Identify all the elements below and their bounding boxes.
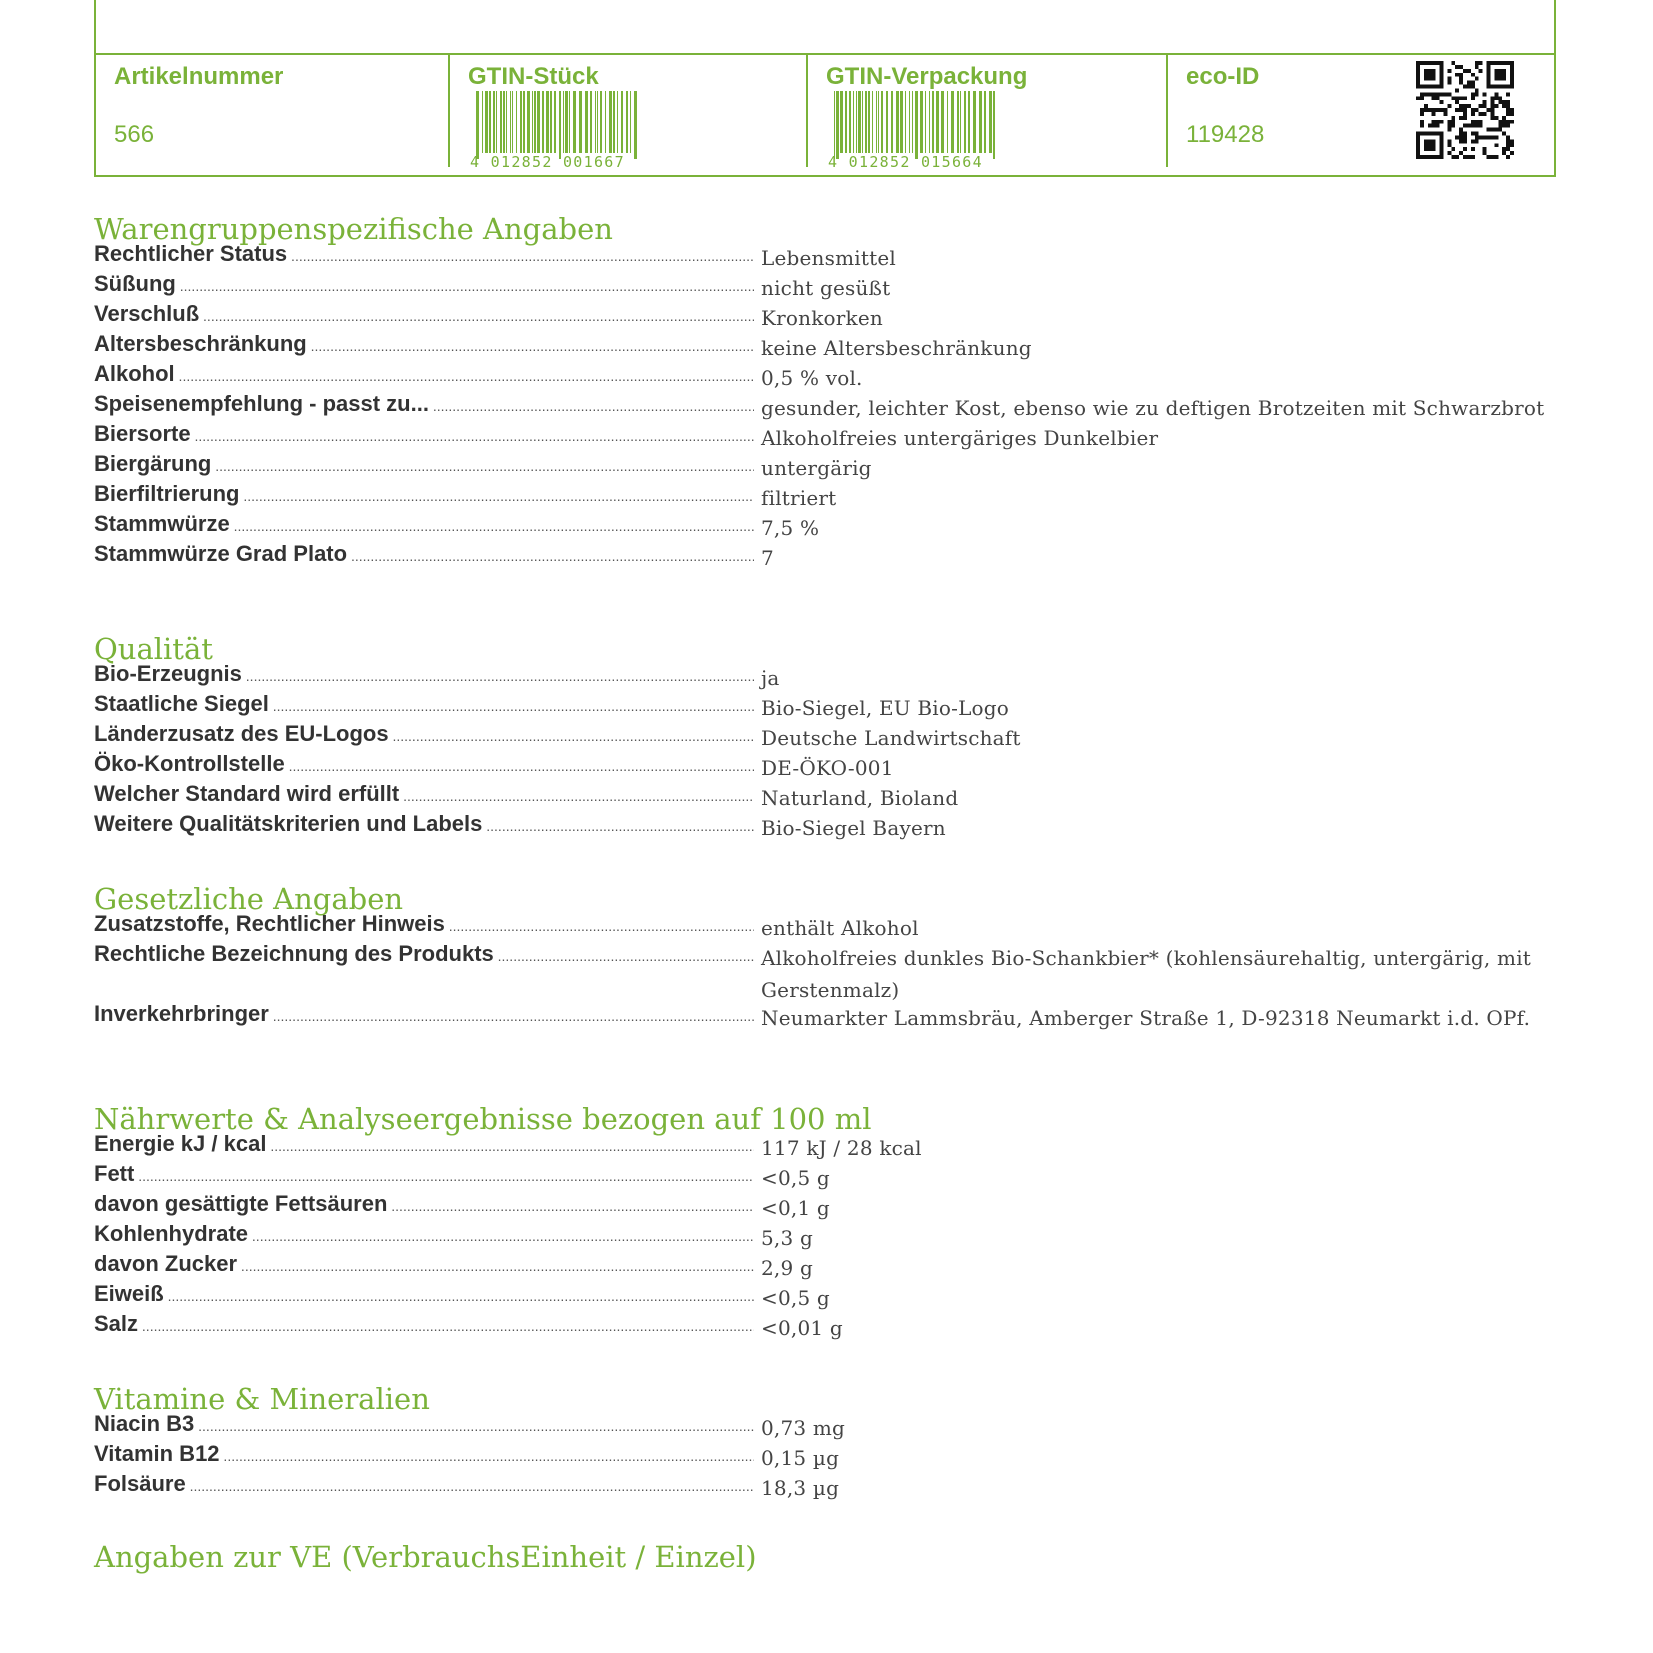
barcode-bar [941, 91, 944, 153]
barcode-bar [840, 91, 843, 153]
spec-label: Inverkehrbringer ..... [94, 999, 754, 1031]
barcode-bar [993, 91, 995, 159]
section-title: Warengruppenspezifische Angaben [94, 212, 613, 246]
barcode-bar [563, 91, 564, 153]
barcode-bar [868, 91, 870, 153]
barcode-bar [891, 91, 893, 153]
barcode-bar [506, 91, 507, 153]
spec-value: 117 kJ / 28 kcal [761, 1136, 922, 1160]
barcode-bar [493, 91, 495, 153]
barcode-bar [872, 91, 873, 153]
spec-value: 0,5 % vol. [761, 366, 863, 390]
spec-label: Biersorte ..... [94, 419, 754, 451]
spec-label: Alkohol ..... [94, 359, 754, 391]
spec-value: Alkoholfreies dunkles Bio-Schankbier* (kohlensäurehaltig, untergärig, mit Gerstenmalz) [761, 946, 1532, 1002]
eco-id-label: eco-ID [1186, 63, 1260, 90]
section-title: Nährwerte & Analyseergebnisse bezogen auf 100 ml [94, 1102, 872, 1136]
barcode-bar [836, 91, 839, 159]
barcode-bar [585, 91, 588, 153]
spec-value: <0,5 g [761, 1286, 830, 1310]
spec-label: Salz ..... [94, 1309, 754, 1341]
artikelnummer-label: Artikelnummer [114, 63, 284, 90]
spec-label: Stammwürze ..... [94, 509, 754, 541]
spec-value: 2,9 g [761, 1256, 813, 1280]
spec-value: <0,01 g [761, 1316, 843, 1340]
spec-value: Lebensmittel [761, 246, 896, 270]
barcode-bar [609, 91, 612, 153]
spec-value: 18,3 µg [761, 1476, 840, 1500]
spec-label: Staatliche Siegel ..... [94, 689, 754, 721]
spec-value: untergärig [761, 456, 872, 480]
spec-label: Stammwürze Grad Plato ..... [94, 539, 754, 571]
spec-label: davon gesättigte Fettsäuren ..... [94, 1189, 754, 1221]
barcode-bar [617, 91, 618, 153]
barcode-bar [537, 91, 540, 153]
barcode-bar [845, 91, 847, 153]
barcode-bar [482, 91, 483, 153]
barcode-bar [516, 91, 517, 153]
barcode-bar [626, 91, 628, 153]
spec-label: Eiweiß ..... [94, 1279, 754, 1311]
barcode-bar [496, 91, 497, 153]
barcode-bar [862, 91, 863, 153]
barcode-bar [520, 91, 522, 153]
spec-value: Bio-Siegel, EU Bio-Logo [761, 696, 1010, 720]
spec-label: Fett ..... [94, 1159, 754, 1191]
spec-label: Welcher Standard wird erfüllt ..... [94, 779, 754, 811]
gtin-stueck-cell [450, 55, 806, 173]
spec-value: 0,73 mg [761, 1416, 846, 1440]
spec-label: Bio-Erzeugnis ..... [94, 659, 754, 691]
barcode-bar [573, 91, 576, 153]
qr-code-icon [1416, 61, 1514, 159]
barcode-bar [512, 91, 513, 153]
barcode-bar [597, 91, 598, 153]
barcode-bar [881, 91, 883, 153]
section-title: Angaben zur VE (VerbrauchsEinheit / Einzel) [94, 1540, 757, 1574]
spec-label: Energie kJ / kcal ..... [94, 1129, 754, 1161]
barcode-bar [853, 91, 854, 153]
gtin-stueck-barcode [468, 89, 648, 169]
spec-label: Folsäure ..... [94, 1469, 754, 1501]
barcode-bar [590, 91, 592, 153]
artikelnummer-value: 566 [114, 121, 155, 148]
spec-label: Speisenempfehlung - passt zu... ..... [94, 389, 754, 421]
eco-id-value: 119428 [1186, 121, 1265, 148]
barcode-bar [621, 91, 623, 153]
barcode-bar [500, 91, 502, 153]
barcode-bar [964, 91, 966, 153]
spec-label: Kohlenhydrate ..... [94, 1219, 754, 1251]
spec-value: Bio-Siegel Bayern [761, 816, 946, 840]
barcode-bar [905, 91, 906, 153]
spec-value: ja [761, 666, 780, 690]
spec-value: Kronkorken [761, 306, 883, 330]
barcode-bar [600, 91, 602, 153]
barcode-bar [565, 91, 568, 153]
barcode-bar [503, 91, 505, 153]
spec-value: filtriert [761, 486, 837, 510]
spec-label: Süßung ..... [94, 269, 754, 301]
barcode-bar [554, 91, 556, 153]
spec-value: 5,3 g [761, 1226, 813, 1250]
barcode-bar [579, 91, 582, 153]
barcode-bar [858, 91, 861, 153]
product-id-row [96, 53, 1554, 179]
spec-value: Neumarkter Lammsbräu, Amberger Straße 1, D-92318 Neumarkt i.d. OPf. [761, 1006, 1531, 1030]
barcode-bar [925, 91, 926, 153]
barcode-bar [527, 91, 530, 153]
barcode-bar [605, 91, 606, 153]
barcode-bar [968, 91, 970, 153]
gtin-verpackung-label: GTIN-Verpackung [826, 63, 1028, 90]
gtin-verpackung-barcode [826, 89, 1006, 169]
spec-value: <0,5 g [761, 1166, 830, 1190]
spec-label: Verschluß ..... [94, 299, 754, 331]
barcode-bar [973, 91, 976, 153]
spec-value: enthält Alkohol [761, 916, 919, 940]
spec-value: <0,1 g [761, 1196, 830, 1220]
barcode-bar [849, 91, 851, 153]
spec-value: keine Altersbeschränkung [761, 336, 1032, 360]
spec-label: Bierfiltrierung ..... [94, 479, 754, 511]
barcode-bar [979, 91, 982, 153]
barcode-bar [947, 91, 948, 153]
barcode-bar [856, 91, 857, 153]
barcode-bar [534, 91, 536, 153]
spec-label: Altersbeschränkung ..... [94, 329, 754, 361]
spec-value: Alkoholfreies untergäriges Dunkelbier [761, 426, 1159, 450]
spec-label: Biergärung ..... [94, 449, 754, 481]
barcode-bar [886, 91, 888, 153]
barcode-bar [559, 91, 561, 159]
barcode-bar [546, 91, 549, 153]
gtin-verpackung-cell [808, 55, 1166, 173]
spec-label: davon Zucker ..... [94, 1249, 754, 1281]
barcode-bar [510, 91, 511, 153]
product-header-box [94, 0, 1556, 177]
barcode-bar [989, 91, 992, 153]
section-title: Qualität [94, 632, 213, 666]
barcode-bar [984, 91, 986, 153]
spec-label: Weitere Qualitätskriterien und Labels ..... [94, 809, 754, 841]
barcode-bar [595, 91, 596, 153]
barcode-bar [476, 91, 479, 159]
barcode-bar [630, 91, 631, 153]
barcode-bar [865, 91, 867, 153]
spec-label: Vitamin B12 ..... [94, 1439, 754, 1471]
spec-label: Niacin B3 ..... [94, 1409, 754, 1441]
spec-label: Länderzusatz des EU-Logos ..... [94, 719, 754, 751]
barcode-bar [951, 91, 954, 153]
barcode-bar [900, 91, 903, 153]
barcode-bar [550, 91, 552, 153]
eco-id-cell [1168, 55, 1554, 173]
spec-label: Rechtliche Bezeichnung des Produkts ..... [94, 939, 754, 971]
barcode-bar [936, 91, 939, 153]
section-title: Vitamine & Mineralien [94, 1382, 430, 1416]
spec-value: DE-ÖKO-001 [761, 756, 894, 780]
spec-label: Öko-Kontrollstelle ..... [94, 749, 754, 781]
barcode-bar [523, 91, 525, 153]
spec-value: Deutsche Landwirtschaft [761, 726, 1021, 750]
barcode-bar [960, 91, 961, 153]
barcode-bar [932, 91, 934, 153]
barcode-bar [613, 91, 615, 153]
spec-value: gesunder, leichter Kost, ebenso wie zu deftigen Brotzeiten mit Schwarzbrot [761, 396, 1545, 420]
barcode-bar [634, 91, 637, 159]
barcode-bar [929, 91, 930, 153]
barcode-bar [485, 91, 488, 153]
barcode-bar [915, 91, 918, 159]
gtin-stueck-label: GTIN-Stück [468, 63, 599, 90]
barcode-bar [920, 91, 923, 153]
barcode-bar [957, 91, 959, 153]
spec-label: Zusatzstoffe, Rechtlicher Hinweis ..... [94, 909, 754, 941]
barcode-bar [878, 91, 879, 153]
barcode-bar [909, 91, 910, 153]
section-title: Gesetzliche Angaben [94, 882, 404, 916]
spec-value: nicht gesüßt [761, 276, 891, 300]
barcode-bar [569, 91, 570, 153]
barcode-bar [489, 91, 491, 153]
barcode-bar [912, 91, 913, 153]
spec-value: Naturland, Bioland [761, 786, 959, 810]
barcode-bar [532, 91, 533, 153]
gtin-verpackung-number: 4 012852 015664 [828, 153, 983, 169]
spec-value: 7 [761, 546, 774, 570]
barcode-bar [834, 91, 835, 159]
barcode-bar [542, 91, 544, 153]
barcode-bar [876, 91, 877, 153]
spec-value: 0,15 µg [761, 1446, 840, 1470]
gtin-stueck-number: 4 012852 001667 [470, 153, 625, 169]
artikelnummer-cell [96, 55, 448, 173]
barcode-bar [896, 91, 899, 153]
spec-label: Rechtlicher Status ..... [94, 239, 754, 271]
spec-value: 7,5 % [761, 516, 820, 540]
